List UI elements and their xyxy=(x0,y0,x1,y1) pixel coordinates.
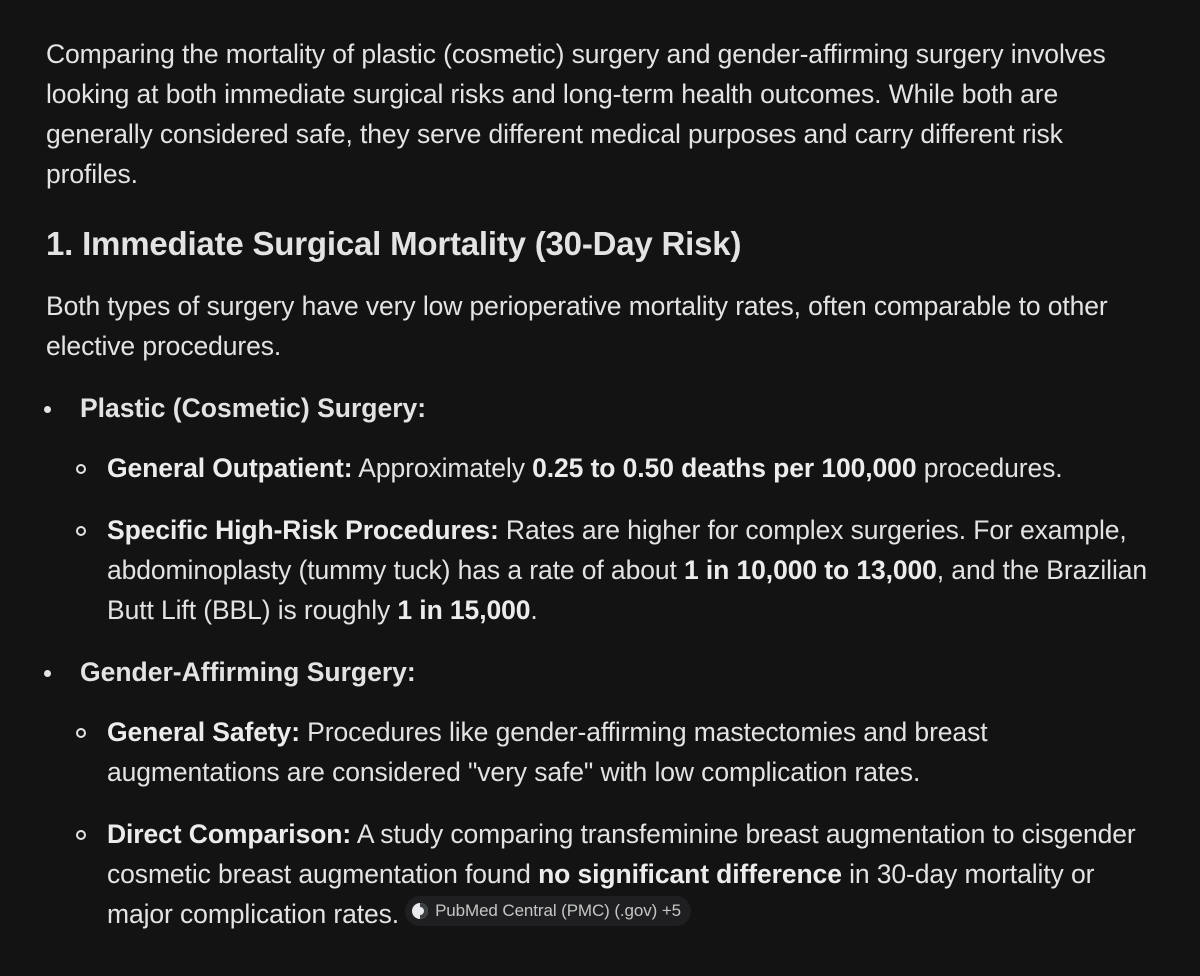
source-favicon-icon xyxy=(411,902,429,920)
plastic-surgery-sublist xyxy=(80,448,1160,630)
intro-paragraph: Comparing the mortality of plastic (cosmetic) surgery and gender-affirming surgery involves looking at both immediate surgical risks and long-term health outcomes. While both are generally considered safe, they serve different medical purposes and carry different risk profiles. xyxy=(46,39,1106,189)
group-label: Gender-Affirming Surgery: xyxy=(80,657,416,687)
item-bold-value: no significant difference xyxy=(538,859,842,889)
group-label: Plastic (Cosmetic) Surgery: xyxy=(80,393,427,423)
item-title: Specific High-Risk Procedures: xyxy=(107,515,499,545)
list-item-general-safety xyxy=(80,712,1147,792)
item-text: . xyxy=(530,595,538,625)
bullet-circle-icon xyxy=(76,830,86,840)
bullet-disc-icon xyxy=(44,406,51,413)
bullet-disc-icon xyxy=(44,670,51,677)
item-bold-value: 1 in 10,000 to 13,000 xyxy=(684,555,937,585)
list-item-general-outpatient xyxy=(80,448,1147,488)
item-bold-value: 1 in 15,000 xyxy=(397,595,531,625)
item-text: A study comparing transfeminine breast augmentation to cisgender cosmetic breast augmentation found xyxy=(107,819,1136,889)
item-text: , and the Brazilian Butt Lift (BBL) is roughly xyxy=(107,555,1148,625)
item-text: Approximately xyxy=(352,453,533,483)
section-intro-paragraph: Both types of surgery have very low perioperative mortality rates, often comparable to other elective procedures. xyxy=(46,291,1108,361)
item-text: Procedures like gender-affirming mastectomies and breast augmentations are considered "very safe" with low complication rates. xyxy=(107,717,988,787)
item-text: procedures. xyxy=(916,453,1063,483)
bullet-circle-icon xyxy=(76,526,86,536)
list-item-plastic-surgery xyxy=(46,388,1160,630)
item-bold-value: 0.25 to 0.50 deaths per 100,000 xyxy=(532,453,917,483)
item-text: Rates are higher for complex surgeries. For example, abdominoplasty (tummy tuck) has a rate of about xyxy=(107,515,1127,585)
item-title: General Outpatient: xyxy=(107,453,353,483)
item-title: Direct Comparison: xyxy=(107,819,352,849)
gender-affirming-sublist xyxy=(80,712,1160,934)
bullet-circle-icon xyxy=(76,464,86,474)
section-heading: 1. Immediate Surgical Mortality (30-Day Risk) xyxy=(46,225,742,262)
list-item-direct-comparison xyxy=(80,814,1147,934)
risk-groups-list xyxy=(46,388,1160,934)
item-text: in 30-day mortality or major complication rates. xyxy=(107,859,1095,929)
source-chip-label: PubMed Central (PMC) (.gov) +5 xyxy=(435,901,682,920)
source-chip-button[interactable] xyxy=(405,896,691,926)
item-title: General Safety: xyxy=(107,717,300,747)
bullet-circle-icon xyxy=(76,728,86,738)
list-item-high-risk-procedures xyxy=(80,510,1147,630)
list-item-gender-affirming-surgery xyxy=(46,652,1160,934)
